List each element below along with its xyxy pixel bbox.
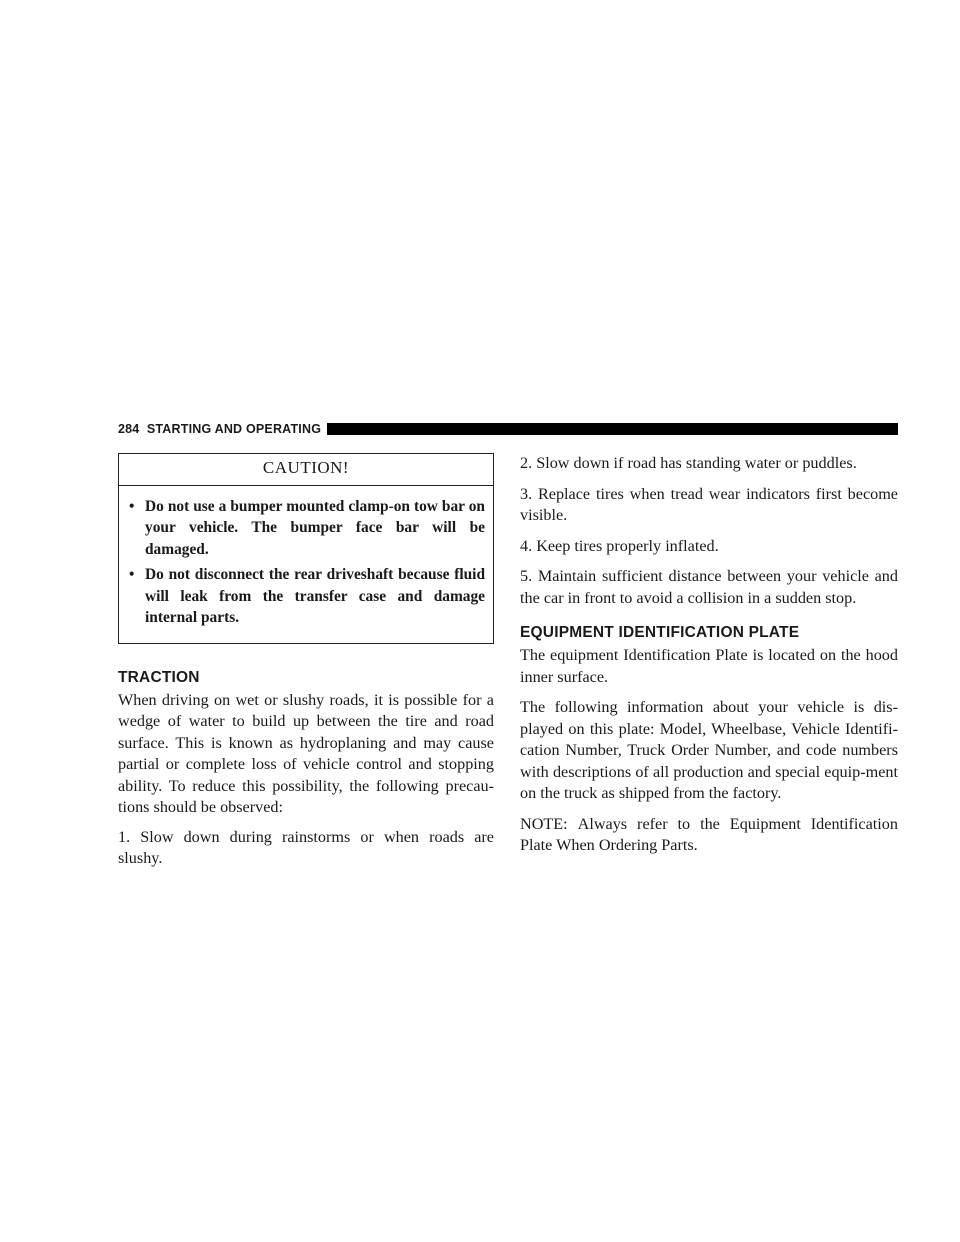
traction-step: 5. Maintain sufficient distance between your vehicle and the car in front to avoid a collision in a sudden stop. — [520, 567, 898, 607]
traction-heading: TRACTION — [118, 668, 200, 686]
page-number-and-section — [118, 422, 321, 436]
left-column — [118, 453, 494, 878]
page-header — [118, 421, 898, 437]
header-rule — [327, 423, 898, 435]
page-number: 284 — [118, 422, 140, 436]
note-label: NOTE: — [520, 814, 568, 833]
caution-item-text: Do not use a bumper mounted clamp-on tow bar on your vehicle. The bumper face bar will be damaged. — [145, 497, 485, 558]
traction-step: 4. Keep tires properly inflated. — [520, 536, 719, 555]
note-text: Always refer to the Equipment Identification Plate When Ordering Parts. — [520, 814, 898, 854]
equipment-para: The equipment Identification Plate is located on the hood inner surface. — [520, 646, 898, 686]
caution-item — [119, 564, 493, 629]
section-title: STARTING AND OPERATING — [146, 422, 322, 436]
caution-title: CAUTION! — [119, 454, 493, 486]
bullet-icon: • — [129, 497, 135, 515]
bullet-icon: • — [129, 566, 135, 583]
equipment-para: The following information about your vehicle is dis-played on this plate: Model, Wheelbase, Vehicle Identifi-cation Number, Truck Order Number, and code numbers with descriptions of all production and special equip-ment on the truck as shipped from the factory. — [520, 698, 898, 802]
equipment-heading: EQUIPMENT IDENTIFICATION PLATE — [520, 624, 800, 641]
traction-step: 1. Slow down during rainstorms or when roads are slushy. — [118, 827, 494, 867]
caution-item — [119, 496, 493, 561]
note-paragraph — [520, 814, 898, 857]
traction-step: 3. Replace tires when tread wear indicators first become visible. — [520, 484, 898, 524]
caution-box — [118, 453, 494, 644]
caution-item-text: Do not disconnect the rear driveshaft because fluid will leak from the transfer case and damage internal parts. — [145, 566, 485, 626]
traction-body: When driving on wet or slushy roads, it is possible for a wedge of water to build up between the tire and road surface. This is known as hydroplaning and may cause partial or complete loss of vehicle control and stopping ability. To reduce this possibility, the following precau-tions should be observed: — [118, 690, 494, 816]
traction-step: 2. Slow down if road has standing water or puddles. — [520, 454, 857, 472]
right-column — [520, 453, 898, 866]
